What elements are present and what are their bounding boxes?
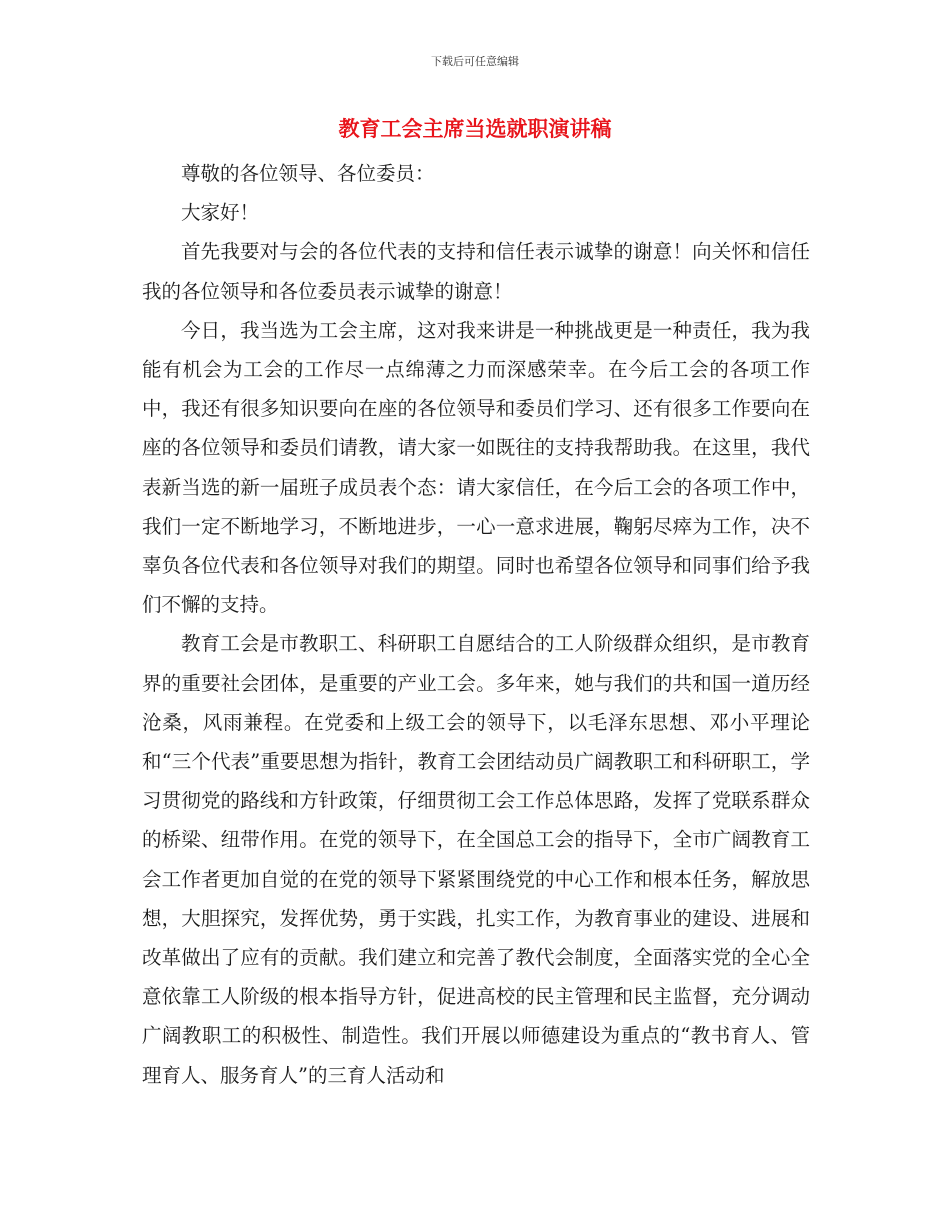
paragraph-union-history: 教育工会是市教职工、科研职工自愿结合的工人阶级群众组织，是市教育界的重要社会团体，是重要的产业工会。多年来，她与我们的共和国一道历经沧桑，风雨兼程。在党委和上级工会的领导下，以毛泽东思想、邓小平理论和“三个代表”重要思想为指针，教育工会团结动员广阔教职工和科研职工，学习贯彻党的路线和方针政策，仔细贯彻工会工作总体思路，发挥了党联系群众的桥梁、纽带作用。在党的领导下，在全国总工会的指导下，全市广阔教育工会工作者更加自觉的在党的领导下紧紧围绕党的中心工作和根本任务，解放思想，大胆探究，发挥优势，勇于实践，扎实工作，为教育事业的建设、进展和改革做出了应有的贡献。我们建立和完善了教代会制度，全面落实党的全心全意依靠工人阶级的根本指导方针，促进高校的民主管理和民主监督，充分调动广阔教职工的积极性、制造性。我们开展以师德建设为重点的“教书育人、管理育人、服务育人”的三育人活动和	[142, 632, 810, 1087]
document-body	[142, 154, 810, 1095]
header-note: 下载后可任意编辑	[431, 55, 519, 68]
paragraph-pledge: 今日，我当选为工会主席，这对我来讲是一种挑战更是一种责任，我为我能有机会为工会的工作尽一点绵薄之力而深感荣幸。在今后工会的各项工作中，我还有很多知识要向在座的各位领导和委员们学习、还有很多工作要向在座的各位领导和委员们请教，请大家一如既往的支持我帮助我。在这里，我代表新当选的新一届班子成员表个态：请大家信任，在今后工会的各项工作中，我们一定不断地学习，不断地进步，一心一意求进展，鞠躬尽瘁为工作，决不辜负各位代表和各位领导对我们的期望。同时也希望各位领导和同事们给予我们不懈的支持。	[142, 318, 810, 617]
paragraph-salutation: 尊敬的各位领导、各位委员：	[181, 162, 435, 185]
paragraph-greeting: 大家好！	[181, 201, 260, 225]
paragraph-thanks: 首先我要对与会的各位代表的支持和信任表示诚挚的谢意！向关怀和信任我的各位领导和各位委员表示诚挚的谢意！	[142, 240, 810, 303]
document-title: 教育工会主席当选就职演讲稿	[338, 117, 612, 141]
